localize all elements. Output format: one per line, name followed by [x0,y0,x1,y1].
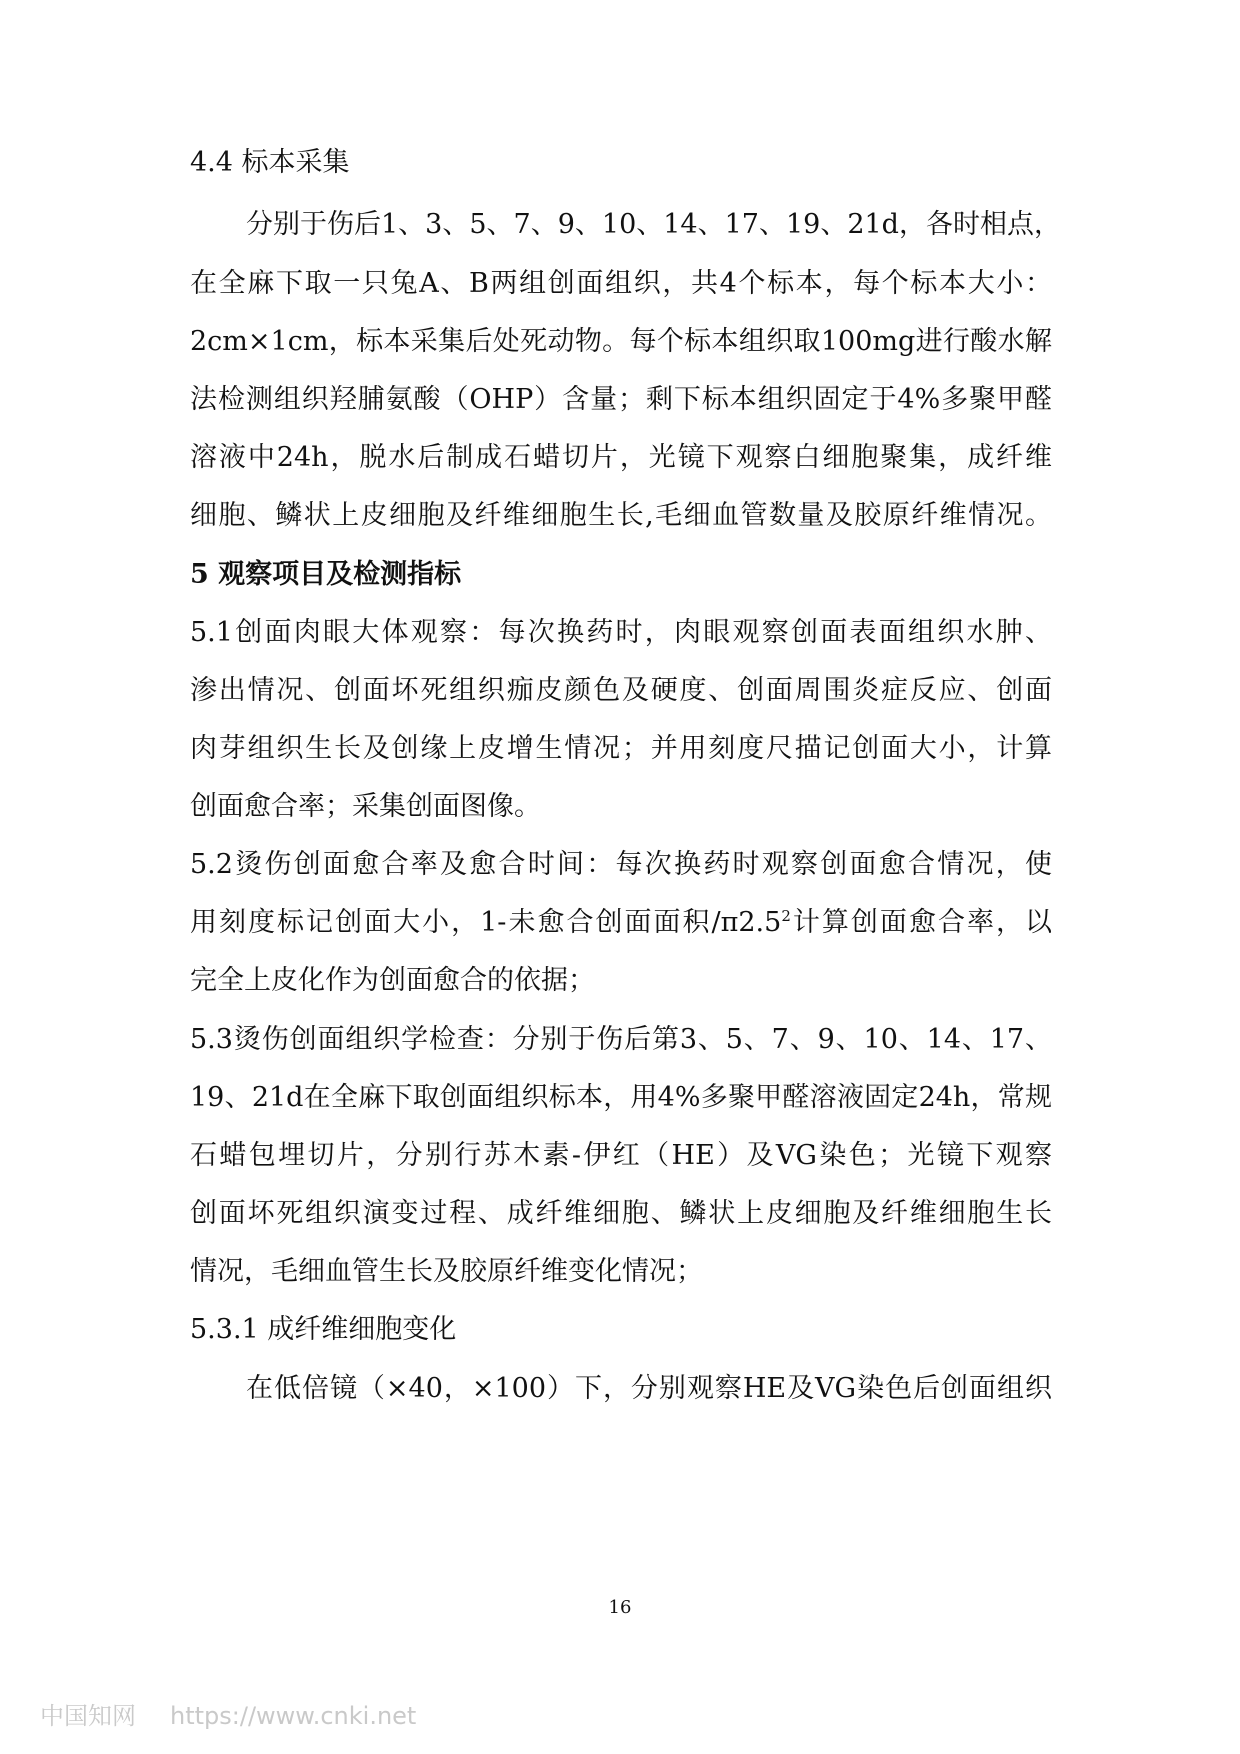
section-heading-5-3-1: 5.3.1 成纤维细胞变化 [190,1314,457,1345]
superscript: 2 [781,907,791,925]
text-run: 计算创面愈合率，以 [790,907,1052,938]
text-run: 用刻度标记创面大小，1-未愈合创面面积/π2.5 [190,907,782,938]
paragraph-line: 溶液中24h，脱水后制成石蜡切片，光镜下观察白细胞聚集，成纤维 [190,442,1052,473]
paragraph-line: 完全上皮化作为创面愈合的依据； [190,965,595,996]
watermark-url: https://www.cnki.net [170,1702,417,1730]
paragraph-line: 19、21d在全麻下取创面组织标本，用4%多聚甲醛溶液固定24h，常规 [190,1082,1052,1113]
paragraph-line: 石蜡包埋切片，分别行苏木素-伊红（HE）及VG染色；光镜下观察 [190,1140,1052,1171]
paragraph-line: 肉芽组织生长及创缘上皮增生情况；并用刻度尺描记创面大小，计算 [190,733,1052,764]
section-heading-4-4: 4.4 标本采集 [190,147,350,178]
paragraph-line: 法检测组织羟脯氨酸（OHP）含量；剩下标本组织固定于4%多聚甲醛 [190,384,1052,415]
paragraph-line: 5.2烫伤创面愈合率及愈合时间：每次换药时观察创面愈合情况，使 [190,849,1052,880]
paragraph-line: 5.1创面肉眼大体观察：每次换药时，肉眼观察创面表面组织水肿、 [190,617,1052,648]
paragraph-line: 创面愈合率；采集创面图像。 [190,791,541,822]
page-number: 16 [608,1597,632,1618]
paragraph-line: 在低倍镜（×40，×100）下，分别观察HE及VG染色后创面组织 [246,1373,1052,1404]
watermark-logo: 中国知网 [40,1702,136,1730]
paragraph-line: 细胞、鳞状上皮细胞及纤维细胞生长,毛细血管数量及胶原纤维情况。 [190,500,1052,531]
paragraph-line: 分别于伤后1、3、5、7、9、10、14、17、19、21d，各时相点， [246,209,1061,240]
paragraph-line: 创面坏死组织演变过程、成纤维细胞、鳞状上皮细胞及纤维细胞生长 [190,1198,1052,1229]
paragraph-line: 在全麻下取一只兔A、B两组创面组织，共4个标本，每个标本大小： [190,268,1052,299]
paragraph-line-with-superscript [190,903,1052,943]
paragraph-line: 情况，毛细血管生长及胶原纤维变化情况； [190,1256,703,1287]
cnki-watermark [40,1696,416,1731]
paragraph-line: 2cm×1cm，标本采集后处死动物。每个标本组织取100mg进行酸水解 [190,326,1052,357]
paragraph-line: 渗出情况、创面坏死组织痂皮颜色及硬度、创面周围炎症反应、创面 [190,675,1052,706]
section-heading-5: 5 观察项目及检测指标 [190,559,462,590]
paragraph-line: 5.3烫伤创面组织学检查：分别于伤后第3、5、7、9、10、14、17、 [190,1024,1052,1055]
